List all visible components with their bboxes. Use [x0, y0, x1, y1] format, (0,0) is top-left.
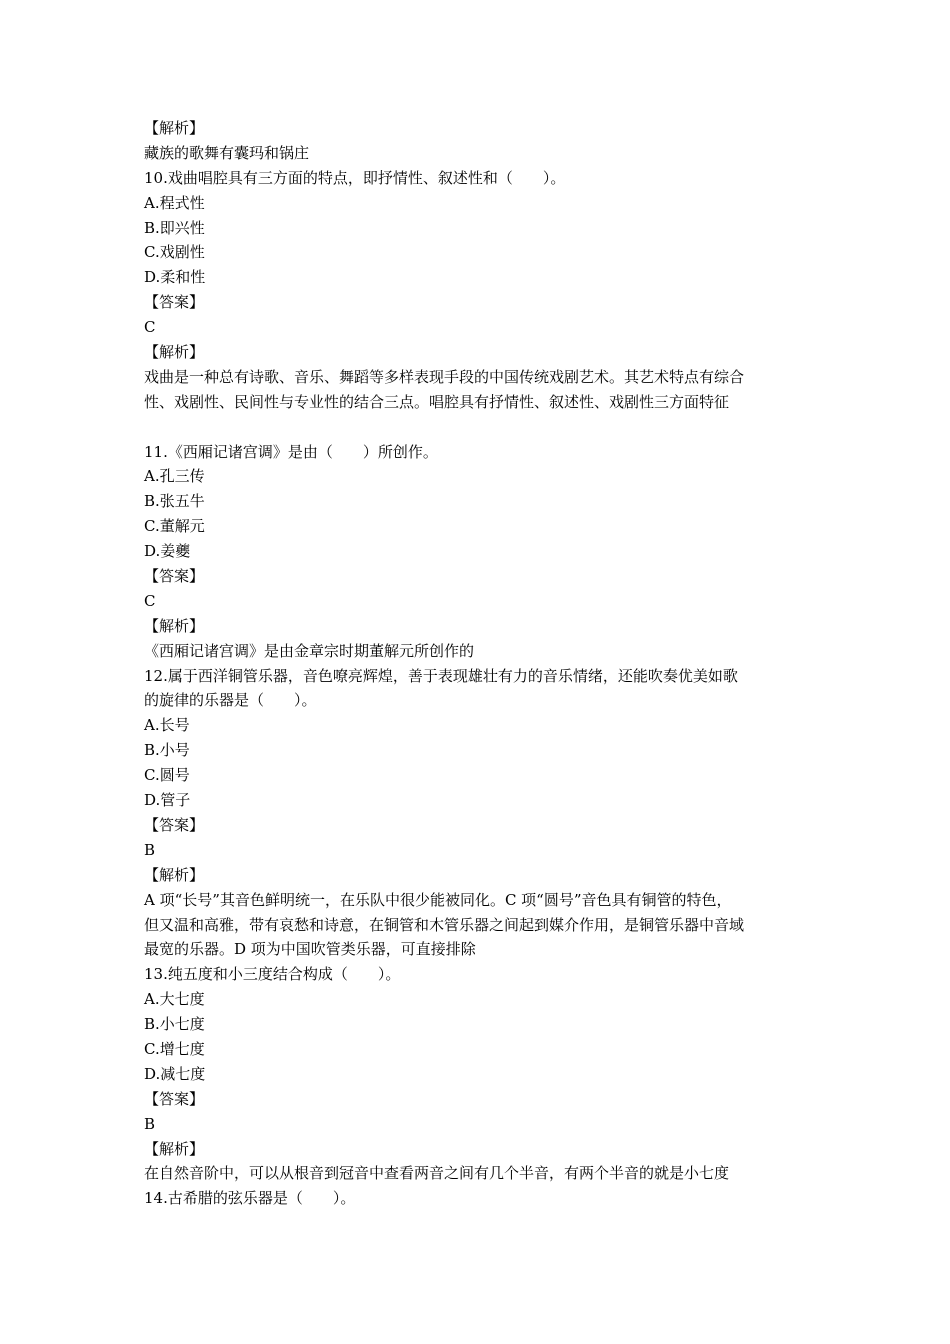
section-label-analysis: 【解析】: [144, 616, 205, 635]
section-label-analysis: 【解析】: [144, 1139, 205, 1158]
option-d: D.管子: [144, 791, 191, 810]
blank-line: [144, 415, 814, 440]
section-label-answer: 【答案】: [144, 1089, 205, 1108]
analysis-text: A 项“长号”其音色鲜明统一，在乐队中很少能被同化。C 项“圆号”音色具有铜管的特色，: [144, 890, 732, 909]
option-b: B.小号: [144, 741, 190, 760]
question-12-continued: 的旋律的乐器是（ ）。: [144, 691, 317, 710]
section-label-answer: 【答案】: [144, 567, 205, 586]
question-13: 13.纯五度和小三度结合构成（ ）。: [144, 965, 401, 984]
question-14: 14.古希腊的弦乐器是（ ）。: [144, 1189, 356, 1208]
option-a: A.孔三传: [144, 467, 205, 486]
answer-value: C: [144, 591, 156, 610]
answer-value: B: [144, 840, 156, 859]
document-body: [144, 116, 814, 1211]
option-d: D.减七度: [144, 1064, 206, 1083]
section-label-answer: 【答案】: [144, 815, 205, 834]
section-label-answer: 【答案】: [144, 293, 205, 312]
analysis-text: 在自然音阶中，可以从根音到冠音中查看两音之间有几个半音，有两个半音的就是小七度: [144, 1164, 730, 1183]
analysis-text: 最宽的乐器。D 项为中国吹管类乐器，可直接排除: [144, 940, 476, 959]
analysis-text: 戏曲是一种总有诗歌、音乐、舞蹈等多样表现手段的中国传统戏剧艺术。其艺术特点有综合: [144, 367, 745, 386]
section-label-analysis: 【解析】: [144, 865, 205, 884]
analysis-text: 藏族的歌舞有囊玛和锅庄: [144, 143, 310, 162]
analysis-text: 但又温和高雅，带有哀愁和诗意，在铜管和木管乐器之间起到媒介作用，是铜管乐器中音域: [144, 915, 745, 934]
analysis-text: 《西厢记诸宫调》是由金章宗时期董解元所创作的: [144, 641, 475, 660]
section-label-analysis: 【解析】: [144, 343, 205, 362]
option-d: D.姜夔: [144, 542, 191, 561]
option-c: C.增七度: [144, 1039, 205, 1058]
option-b: B.即兴性: [144, 218, 205, 237]
answer-value: C: [144, 318, 156, 337]
option-a: A.程式性: [144, 193, 205, 212]
option-b: B.张五牛: [144, 492, 205, 511]
question-12: 12.属于西洋铜管乐器，音色嘹亮辉煌，善于表现雄壮有力的音乐情绪，还能吹奏优美如歌: [144, 666, 738, 685]
option-c: C.董解元: [144, 517, 205, 536]
option-b: B.小七度: [144, 1015, 205, 1034]
section-label-analysis: 【解析】: [144, 119, 205, 137]
option-c: C.戏剧性: [144, 243, 205, 262]
answer-value: B: [144, 1114, 156, 1133]
option-d: D.柔和性: [144, 268, 206, 287]
question-11: 11.《西厢记诸宫调》是由（ ）所创作。: [144, 442, 438, 461]
option-c: C.圆号: [144, 766, 190, 785]
analysis-text: 性、戏剧性、民间性与专业性的结合三点。唱腔具有抒情性、叙述性、戏剧性三方面特征: [144, 392, 730, 411]
option-a: A.大七度: [144, 990, 205, 1009]
option-a: A.长号: [144, 716, 190, 735]
question-10: 10.戏曲唱腔具有三方面的特点，即抒情性、叙述性和（ ）。: [144, 168, 566, 187]
